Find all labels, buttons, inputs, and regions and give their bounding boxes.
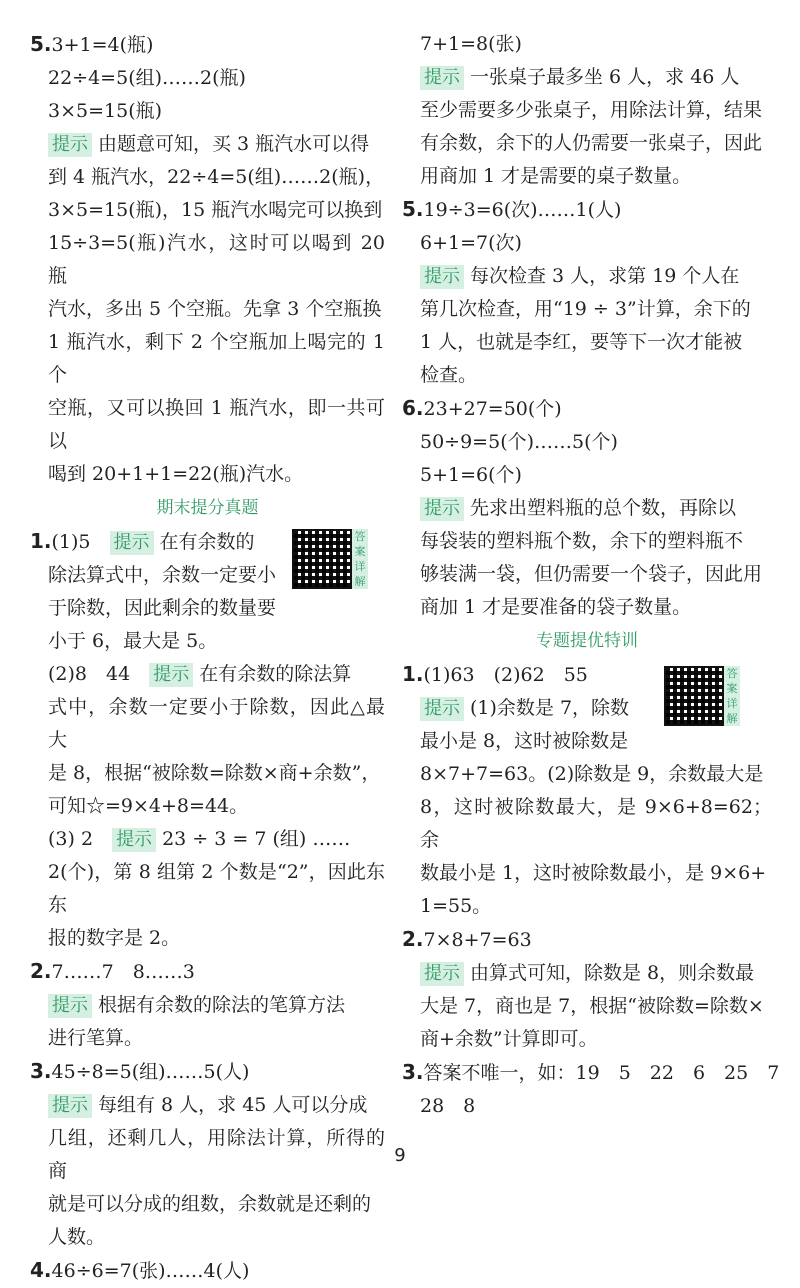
q5-line-3: 3×5=15(瓶): [48, 100, 163, 122]
q5-line-1: 5.3+1=4(瓶): [30, 32, 154, 56]
tip-badge: 提示: [48, 994, 92, 1018]
tip-badge: 提示: [110, 531, 154, 555]
qr-code-1[interactable]: [292, 529, 366, 599]
r-q5-line-1: 5.19÷3=6(次)……1(人): [402, 197, 622, 221]
tip-badge: 提示: [112, 828, 156, 852]
p2-tip: 提示 由算式可知，除数是 8，则余数最 大是 7，商也是 7，根据“被除数=除数× 商+余数”计算即可。: [420, 962, 764, 1050]
q5-line-2: 22÷4=5(组)……2(瓶): [48, 67, 246, 89]
right-column: [402, 28, 780, 1123]
p3-answer-2: 28 8: [420, 1095, 476, 1117]
tip-badge: 提示: [420, 265, 464, 289]
r-q6-line-2: 50÷9=5(个)……5(个): [420, 431, 618, 453]
q4-cont-line: 7+1=8(张): [420, 33, 522, 55]
q4-answer: 4.46÷6=7(张)……4(人): [30, 1258, 250, 1282]
qr-label: 答案详解: [352, 529, 368, 589]
tip-badge: 提示: [420, 962, 464, 986]
q4-tip: 提示 一张桌子最多坐 6 人，求 46 人 至少需要多少张桌子，用除法计算，结果 有余数，余下的人仍需要一张桌子，因此 用商加 1 才是需要的桌子数量。: [420, 66, 763, 187]
q5-tip: 提示 由题意可知，买 3 瓶汽水可以得 到 4 瓶汽水，22÷4=5(组)……2(瓶)， 3×5=15(瓶)，15 瓶汽水喝完可以换到 15÷3=5(瓶)汽水，这时可以喝到 20 瓶 汽水，多出 5 个空瓶。先拿 3 个空瓶换 1 瓶汽水，剩下 2 个空瓶加上喝完的 1 个 空瓶，又可以换回 1 瓶汽水，即一共可以 喝到 20+1+1=22(瓶)汽水。: [48, 133, 385, 485]
q3-answer: 3.45÷8=5(组)……5(人): [30, 1059, 250, 1083]
p1-block: 1.(1)63 (2)62 55 提示 (1)余数是 7，除数 最小是 8，这时被除数是 答案详解: [402, 658, 772, 758]
section-heading-special-training: 专题提优特训: [536, 631, 638, 651]
q1-part3: (3) 2 提示 23 ÷ 3 = 7 (组) …… 2(个)，第 8 组第 2 个数是“2”，因此东东 报的数字是 2。: [48, 828, 385, 949]
tip-badge: 提示: [48, 1094, 92, 1118]
p2-answer: 2.7×8+7=63: [402, 927, 532, 951]
r-q6-tip: 提示 先求出塑料瓶的总个数，再除以 每袋装的塑料瓶个数，余下的塑料瓶不 够装满一袋，但仍需要一个袋子，因此用 商加 1 才是要准备的袋子数量。: [420, 497, 763, 618]
section-heading-final-exam: 期末提分真题: [156, 498, 259, 518]
qr-label: 答案详解: [724, 666, 740, 726]
qr-code-icon: [664, 666, 724, 726]
qr-code-icon: [292, 529, 352, 589]
left-column: [30, 28, 385, 1288]
q2-answer: 2.7……7 8……3: [30, 959, 195, 983]
p1-tip-rest: 8×7+7=63。(2)除数是 9，余数最大是 8，这时被除数最大，是 9×6+8=62；余 数最小是 1，这时被除数最小，是 9×6+ 1=55。: [420, 763, 772, 917]
r-q5-line-2: 6+1=7(次): [420, 232, 522, 254]
q1-part2: (2)8 44 提示 在有余数的除法算 式中，余数一定要小于除数，因此△最大 是 8，根据“被除数=除数×商+余数”， 可知☆=9×4+8=44。: [48, 663, 385, 817]
tip-badge: 提示: [48, 133, 92, 157]
p3-answer: 3.答案不唯一，如：19 5 22 6 25 7: [402, 1060, 780, 1084]
tip-badge: 提示: [420, 697, 464, 721]
q3-tip: 提示 每组有 8 人，求 45 人可以分成 几组，还剩几人，用除法计算，所得的商 就是可以分成的组数，余数就是还剩的 人数。: [48, 1094, 385, 1248]
qr-code-2[interactable]: [664, 666, 738, 736]
tip-badge: 提示: [149, 663, 193, 687]
r-q5-tip: 提示 每次检查 3 人，求第 19 个人在 第几次检查，用“19 ÷ 3”计算，余下的 1 人，也就是李红，要等下一次才能被 检查。: [420, 265, 751, 386]
r-q6-line-3: 5+1=6(个): [420, 464, 522, 486]
r-q6-line-1: 6.23+27=50(个): [402, 396, 562, 420]
q2-tip: 提示 根据有余数的除法的笔算方法 进行笔算。: [48, 994, 346, 1049]
tip-badge: 提示: [420, 497, 464, 521]
q1-block: 1.(1)5 提示 在有余数的 除法算式中，余数一定要小 于除数，因此剩余的数量要 小于 6，最大是 5。 答案详解: [30, 525, 385, 658]
page-number: 9: [394, 1145, 406, 1166]
tip-badge: 提示: [420, 66, 464, 90]
